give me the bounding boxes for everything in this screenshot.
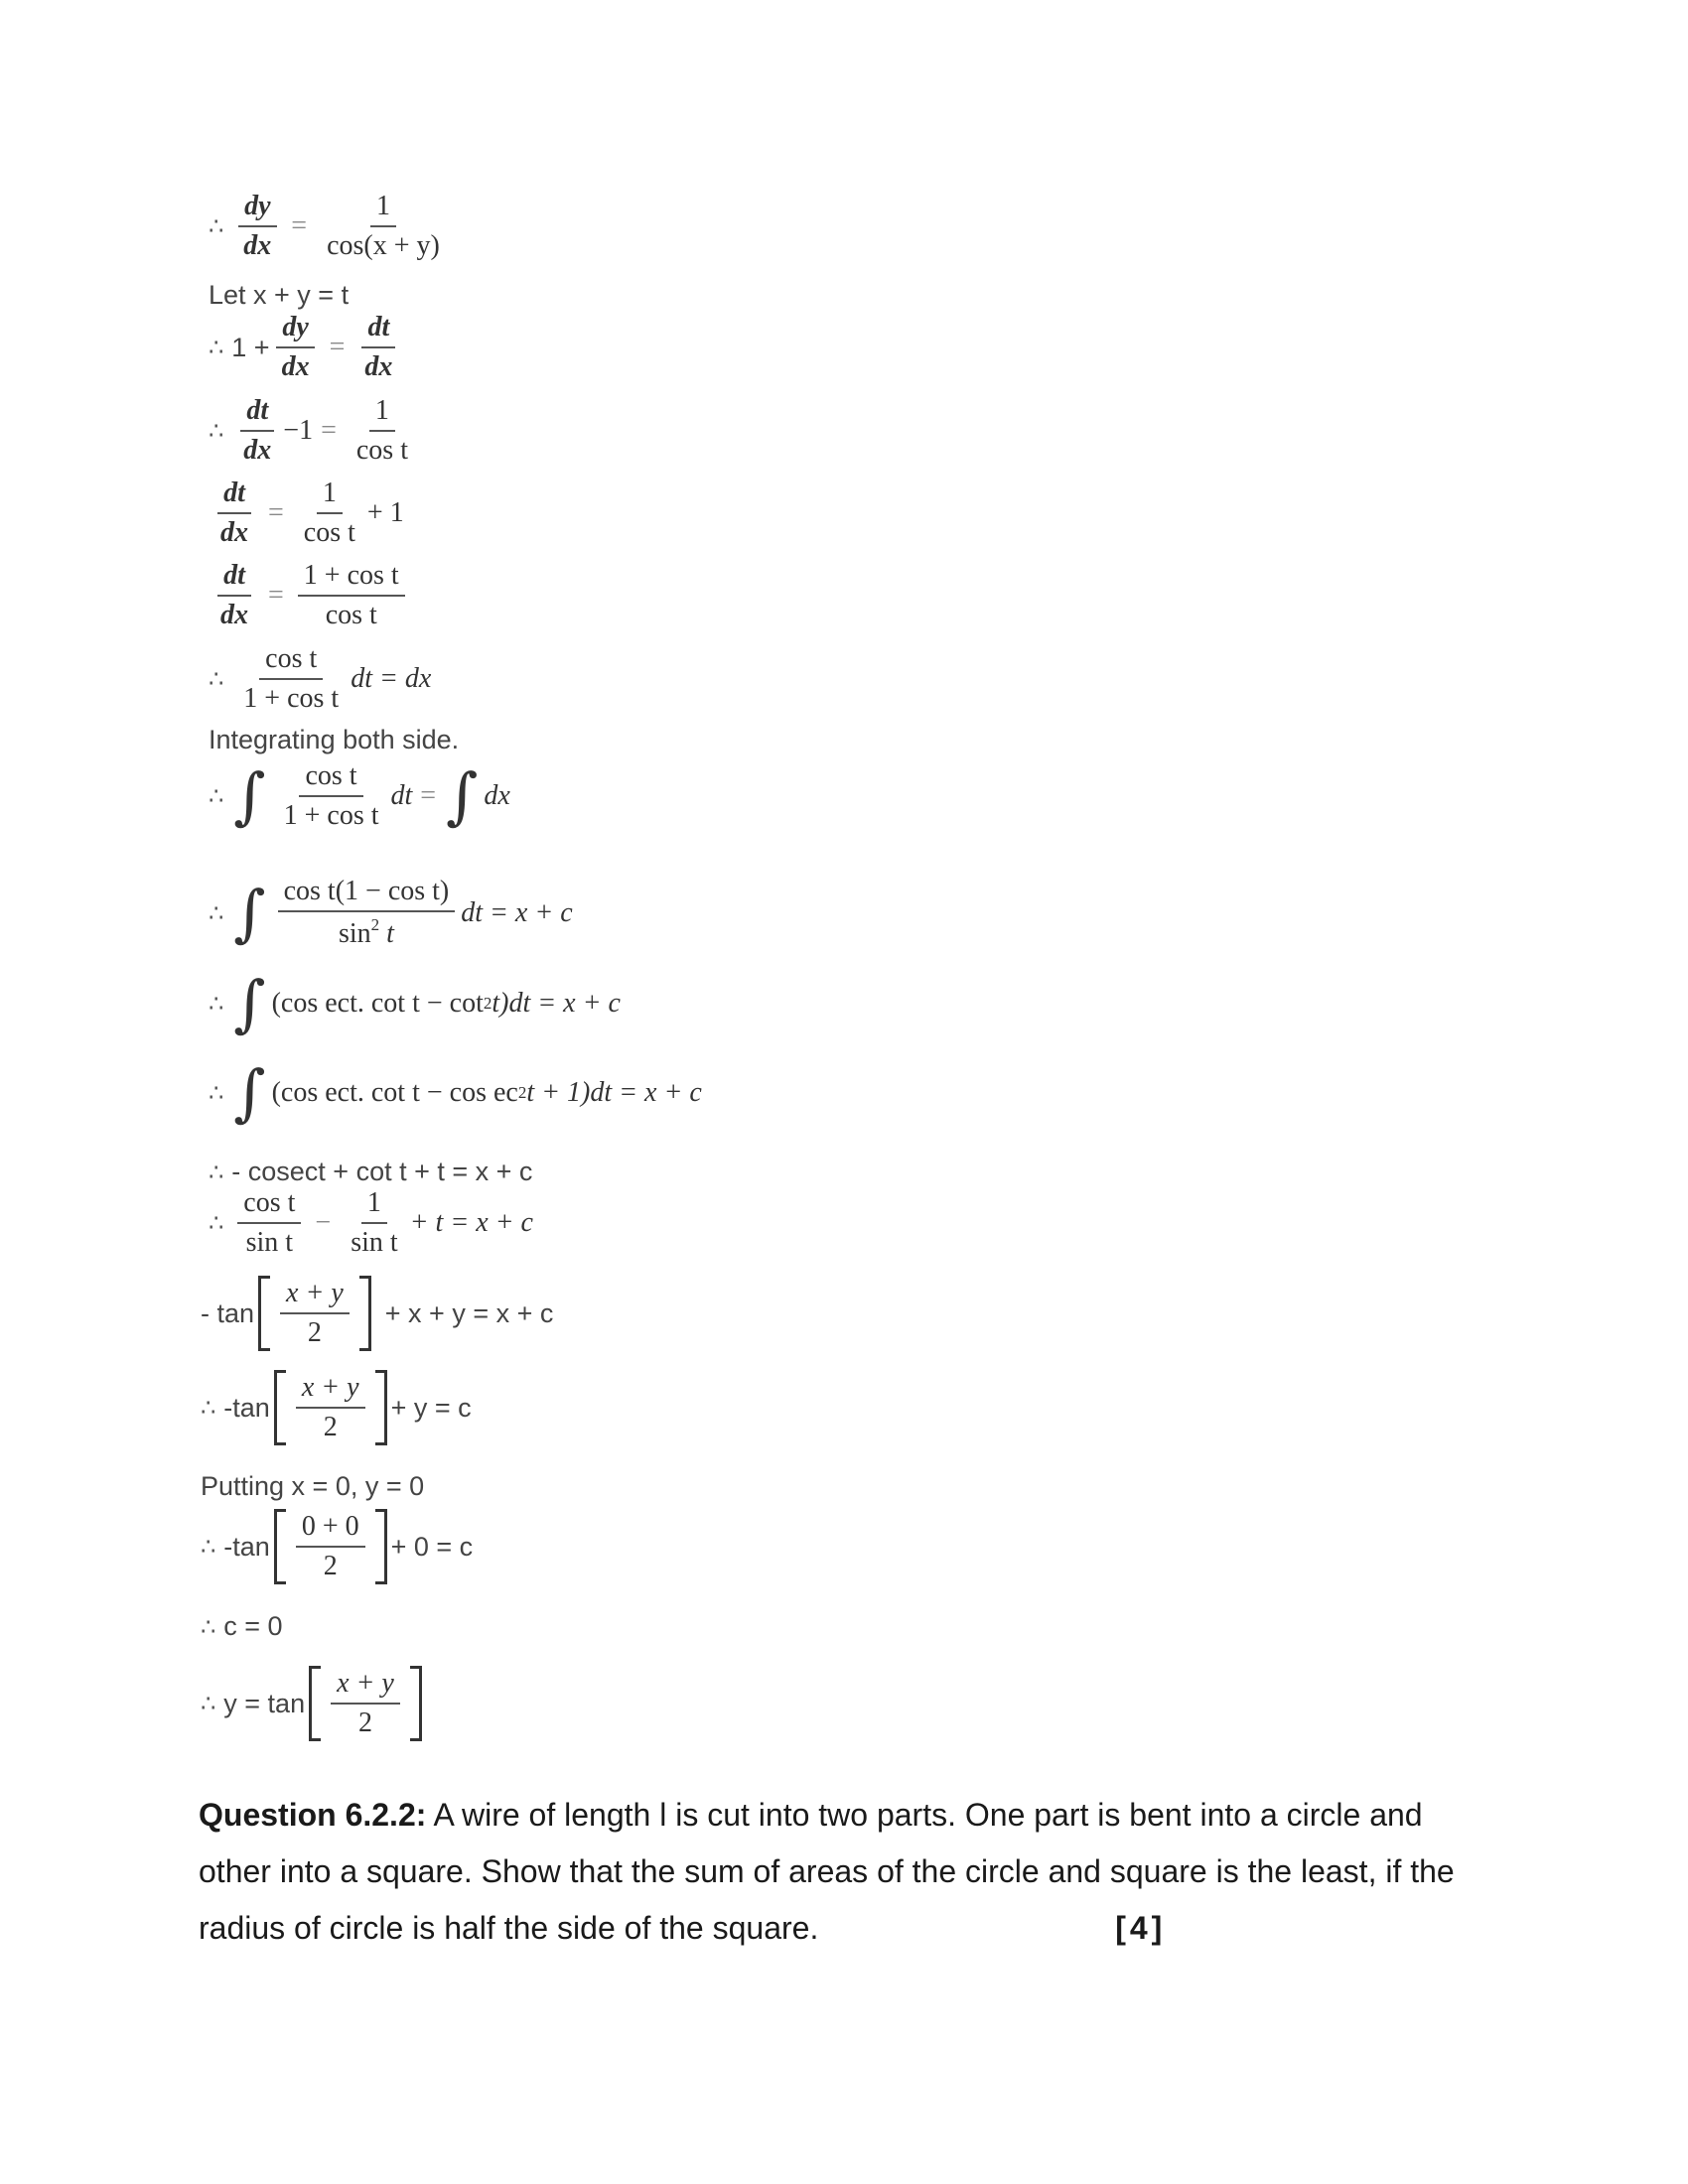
therefore-symbol: ∴	[209, 212, 224, 240]
integral-sign: ∫	[233, 759, 266, 832]
eq-dtdx: $\frac{dt}{dx}$ = $\frac{1}{\text{cos t}}$ + 1	[209, 478, 404, 549]
question-marks: [4]	[1115, 1910, 1167, 1946]
eq-tan-2: ∴ -tan $\frac{x + y}{2}$ + y = c	[201, 1370, 472, 1445]
fraction: $\frac{\text{cos t}}{\text{1 + cos t}}$	[283, 760, 379, 831]
eq-tan-1: - tan $\frac{x + y}{2}$ + x + y = x + c	[201, 1276, 553, 1351]
square-bracket: $\frac{x + y}{2}$	[309, 1666, 422, 1741]
integral-sign: ∫	[233, 876, 266, 949]
question-text: A wire of length l is cut into two parts. One part is bent into a circle and other into a square. Show that the sum of areas of the circle and square is the least, if the radius of circle is half the side of the square.	[199, 1797, 1455, 1946]
eq-integral-4: ∴ ∫ (cos ect. cot t − cos ec 2 t + 1)dt = x + c	[209, 1056, 702, 1129]
fraction: $\frac{dt}{dx}$	[214, 560, 254, 631]
fraction: $\frac{dt}{dx}$	[237, 395, 277, 467]
square-bracket: $\frac{x + y}{2}$	[274, 1370, 387, 1445]
eq-integral-3: ∴ ∫ (cos ect. cot t − cot 2 t)dt = x + c	[209, 967, 621, 1039]
eq-tan-3: ∴ -tan $\frac{0 + 0}{2}$ + 0 = c	[201, 1509, 473, 1584]
eq-final: ∴ y = tan $\frac{x + y}{2}$	[201, 1666, 426, 1741]
eq-sin-cos: ∴ $\frac{\text{cos t}}{\text{sin t}}$ − $\frac{1}{\text{sin t}}$ + t = x + c	[209, 1187, 533, 1258]
question-block	[199, 1787, 1489, 1957]
fraction: $\frac{1}{\text{cos t}}$	[303, 478, 355, 548]
square-bracket: $\frac{0 + 0}{2}$	[274, 1509, 387, 1584]
fraction: $\frac{1}{\text{sin t}}$	[351, 1187, 398, 1258]
fraction: $\frac{dt}{dx}$	[358, 312, 398, 383]
integral-sign: ∫	[233, 1056, 266, 1129]
let-statement: Let x + y = t	[209, 280, 350, 310]
fraction: $\frac{\text{cos t}}{\text{sin t}}$	[237, 1187, 301, 1259]
fraction: $\frac{\text{1 + cos t}}{\text{cos t}}$	[298, 560, 405, 631]
eq-cosect: ∴ - cosect + cot t + t = x + c	[209, 1157, 533, 1186]
fraction: $\frac{\text{cos t}}{\text{1 + cos t}}$	[243, 643, 340, 714]
fraction: $\frac{\text{cos t(1 − cos t)}}{\sin^2 t}$	[278, 876, 456, 950]
square-bracket: $\frac{x + y}{2}$	[258, 1276, 371, 1351]
eq-c-zero: ∴ c = 0	[201, 1611, 283, 1641]
fraction: $\frac{1}{\text{cos t}}$	[355, 395, 408, 466]
fraction: $\frac{dy}{dx}$	[276, 312, 316, 383]
fraction: $\frac{dt}{dx}$	[214, 478, 254, 549]
integrating-text: Integrating both side.	[209, 725, 460, 754]
integral-sign: ∫	[446, 759, 479, 832]
eq-substitution: ∴ 1 + $\frac{dy}{dx}$ = $\frac{dt}{dx}$	[209, 312, 404, 383]
fraction: $\frac{dy}{dx}$	[237, 191, 277, 262]
eq-integral-2: ∴ ∫ $\frac{\text{cos t(1 − cos t)}}{\sin^2 t}$ dt = x + c	[209, 876, 573, 949]
integral-sign: ∫	[233, 967, 266, 1039]
eq-integral: ∴ ∫ $\frac{\text{cos t}}{\text{1 + cos t}}$ dt = ∫ dx	[209, 759, 510, 832]
fraction: $\frac{1}{\cos(x + y)}$	[327, 191, 440, 261]
putting-text: Putting x = 0, y = 0	[201, 1471, 425, 1501]
question-label: Question 6.2.2:	[199, 1797, 427, 1833]
eq-dydx: ∴ $\frac{dy}{dx}$ = $\frac{1}{\cos(x + y)}$	[209, 191, 452, 262]
eq-separated: ∴ $\frac{\text{cos t}}{\text{1 + cos t}}$ dt = dx	[209, 643, 432, 714]
eq-dtdx-combined: $\frac{dt}{dx}$ = $\frac{\text{1 + cos t}}{\text{cos t}}$	[209, 560, 411, 631]
eq-dtdx-minus-one: ∴ $\frac{dt}{dx}$ −1 = $\frac{1}{\text{cos t}}$	[209, 395, 420, 467]
